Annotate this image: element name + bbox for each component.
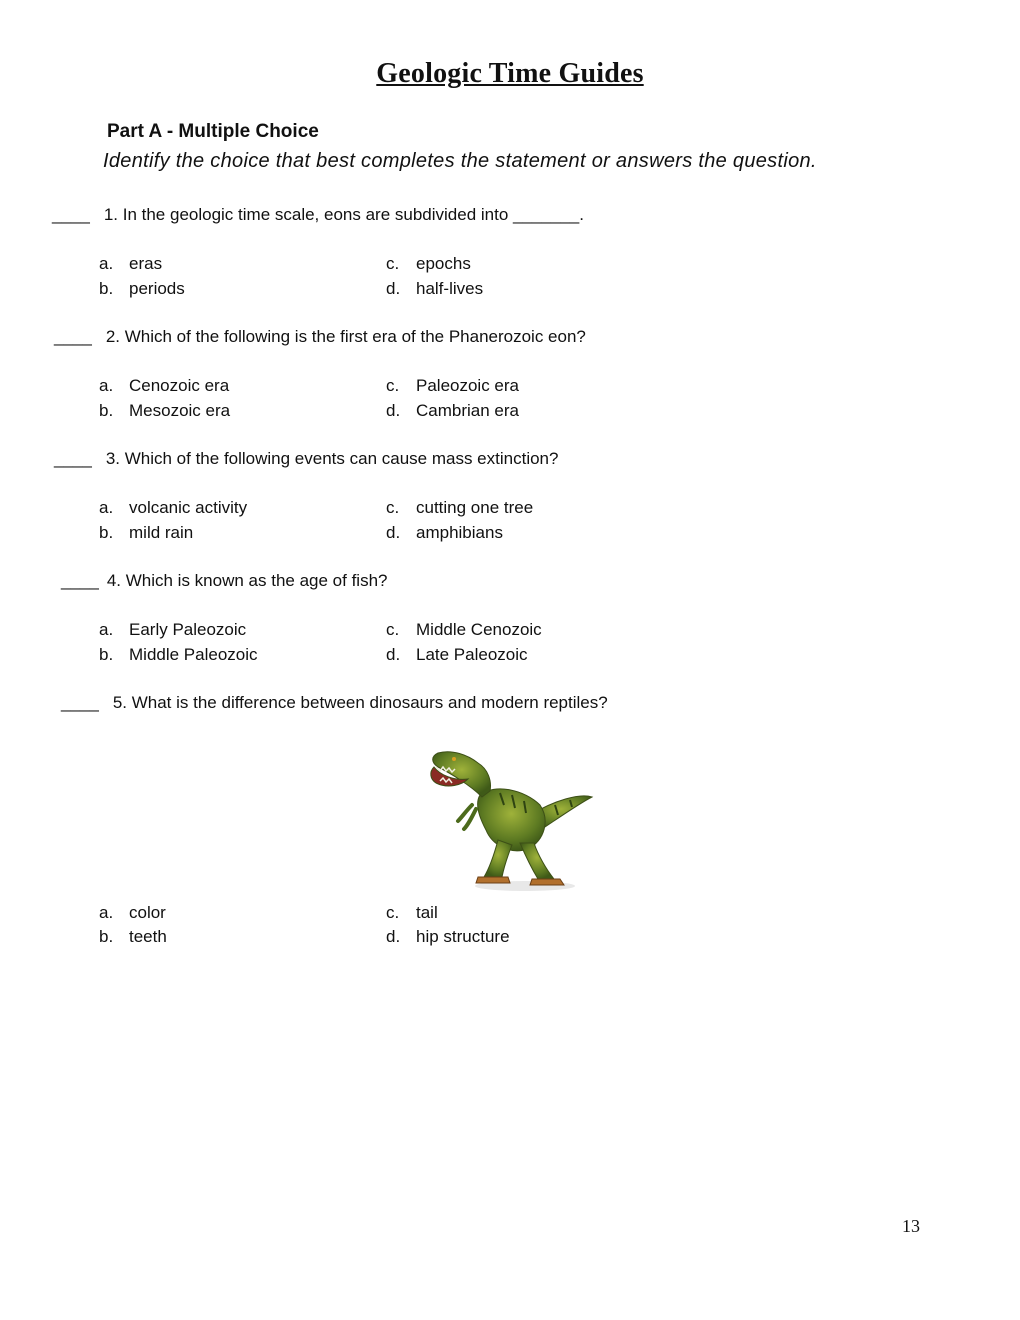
page-title: Geologic Time Guides bbox=[376, 58, 644, 89]
choice-1c: c. epochs bbox=[386, 254, 471, 273]
choice-1b: b. periods bbox=[99, 279, 185, 298]
part-heading: Part A - Multiple Choice bbox=[107, 121, 319, 142]
choice-4a: a. Early Paleozoic bbox=[99, 620, 247, 639]
question-text: 1. In the geologic time scale, eons are subdivided into _______. bbox=[103, 205, 584, 224]
choice-2a: a. Cenozoic era bbox=[99, 376, 230, 395]
choice-4c: c. Middle Cenozoic bbox=[386, 620, 542, 639]
choice-1d: d. half-lives bbox=[386, 279, 484, 298]
question-1 bbox=[52, 205, 584, 225]
question-text: 4. Which is known as the age of fish? bbox=[106, 571, 388, 590]
answer-blank[interactable]: ____ bbox=[61, 571, 99, 590]
question-text: 2. Which of the following is the first era of the Phanerozoic eon? bbox=[105, 327, 586, 346]
choice-2b: b. Mesozoic era bbox=[99, 401, 231, 420]
choice-4d: d. Late Paleozoic bbox=[386, 645, 528, 664]
answer-blank[interactable]: ____ bbox=[52, 205, 90, 224]
question-text: 3. Which of the following events can cause mass extinction? bbox=[105, 449, 559, 468]
question-2 bbox=[54, 327, 586, 347]
answer-blank[interactable]: ____ bbox=[61, 693, 99, 712]
choice-3d: d. amphibians bbox=[386, 523, 503, 542]
page-number: 13 bbox=[902, 1216, 920, 1236]
choice-3a: a. volcanic activity bbox=[99, 498, 248, 517]
question-text: 5. What is the difference between dinosaurs and modern reptiles? bbox=[112, 693, 608, 712]
answer-blank[interactable]: ____ bbox=[54, 449, 92, 468]
question-3 bbox=[54, 449, 558, 469]
question-4 bbox=[61, 571, 387, 591]
choice-5a: a. color bbox=[99, 903, 166, 922]
t-rex-image bbox=[420, 745, 610, 895]
choice-5d: d. hip structure bbox=[386, 927, 510, 946]
answer-blank[interactable]: ____ bbox=[54, 327, 92, 346]
choice-1a: a. eras bbox=[99, 254, 163, 273]
choice-5b: b. teeth bbox=[99, 927, 167, 946]
choice-2c: c. Paleozoic era bbox=[386, 376, 520, 395]
choice-2d: d. Cambrian era bbox=[386, 401, 519, 420]
choice-3c: c. cutting one tree bbox=[386, 498, 534, 517]
choice-5c: c. tail bbox=[386, 903, 438, 922]
choice-4b: b. Middle Paleozoic bbox=[99, 645, 258, 664]
instructions: Identify the choice that best completes the statement or answers the question. bbox=[103, 150, 817, 172]
choice-3b: b. mild rain bbox=[99, 523, 194, 542]
question-5 bbox=[61, 693, 608, 713]
